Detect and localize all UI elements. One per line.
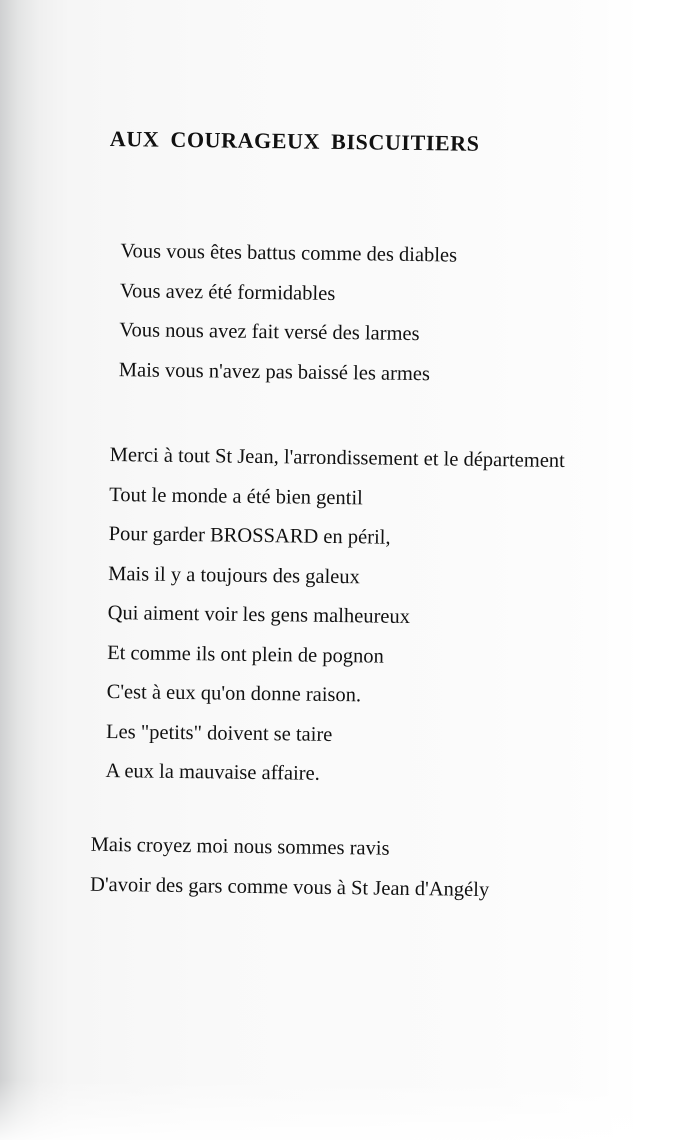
poem-line: Mais vous n'avez pas baissé les armes <box>118 358 431 385</box>
poem-line: Mais croyez moi nous sommes ravis <box>90 833 390 860</box>
poem-title: AUX COURAGEUX BISCUITIERS <box>109 126 480 156</box>
poem-line: Vous avez été formidables <box>119 279 336 305</box>
poem-line: Mais il y a toujours des galeux <box>108 562 360 588</box>
poem-line: Pour garder BROSSARD en péril, <box>108 523 391 549</box>
stanza-3 <box>90 826 490 910</box>
poem-line: Qui aiment voir les gens malheureux <box>107 602 411 628</box>
poem-line: Merci à tout St Jean, l'arrondissement et le département <box>109 444 565 472</box>
stanza-2 <box>105 436 565 797</box>
poem-line: C'est à eux qu'on donne raison. <box>106 681 362 707</box>
poem-line: A eux la mauvaise affaire. <box>105 759 320 785</box>
poem-line: Les "petits" doivent se taire <box>105 720 333 746</box>
poem-line: Vous vous êtes battus comme des diables <box>120 240 458 267</box>
stanza-1 <box>119 232 458 394</box>
poem-line: Et comme ils ont plein de pognon <box>107 641 384 668</box>
poem-line: D'avoir des gars comme vous à St Jean d'Angély <box>89 873 490 901</box>
poem-line: Vous nous avez fait versé des larmes <box>119 319 420 346</box>
poem-line: Tout le monde a été bien gentil <box>109 483 363 509</box>
